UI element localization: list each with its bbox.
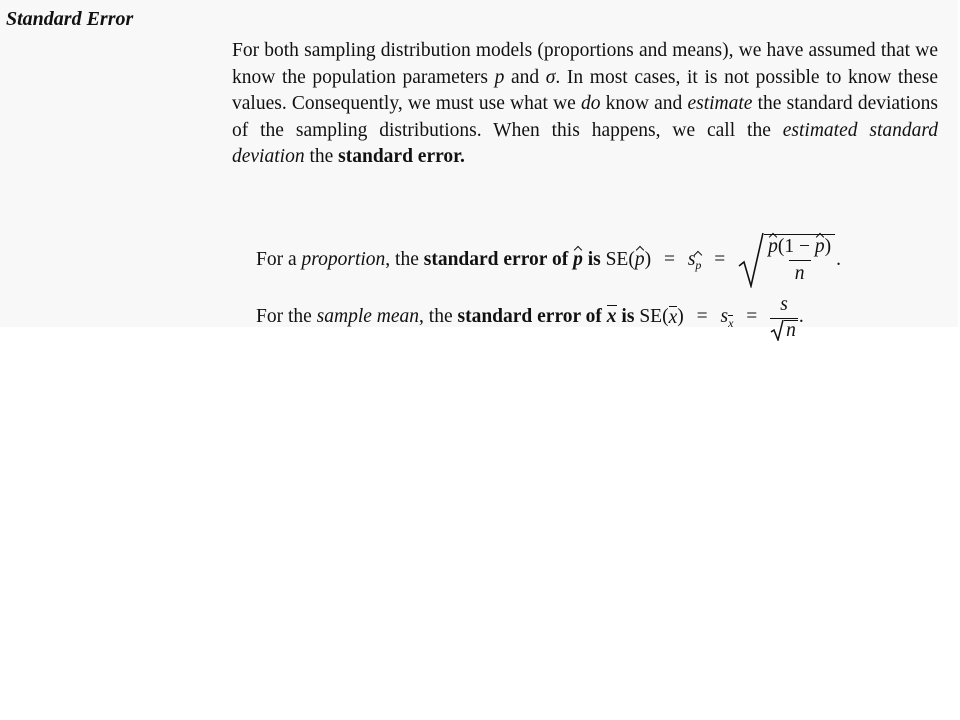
square-root [738,232,835,288]
formula-bold: standard error of [457,306,602,327]
formula-is: is [587,249,601,270]
body-paragraph [232,38,938,171]
p-hat: p [634,249,645,270]
period: . [460,146,465,167]
text-run: and [504,66,546,88]
emphasis-do: do [580,93,601,114]
radical-icon [738,232,764,288]
formula-lead: For the [256,306,317,327]
se-open: SE( [639,306,669,327]
symbol-p: p [494,66,505,88]
numerator [764,235,835,260]
formula-is: is [621,306,635,327]
radical-icon [770,319,784,341]
symbol-sigma: σ [545,66,556,88]
numerator-close: ) [824,236,832,257]
p-hat: p [814,236,825,257]
equals-sign: = [663,249,675,270]
text-run: For both sampling distribution models (proportions and means), we have assumed that we know the population parameters [232,40,938,88]
formula-comma: , the [419,306,458,327]
square-root [770,318,798,341]
formula-mean [256,293,804,341]
formula-bold: standard error of [423,249,569,270]
x-bar-var: x [606,306,617,327]
se-close: ) [644,249,652,270]
s-symbol: s [687,249,696,270]
formula-comma: , the [385,249,424,270]
fraction [770,293,798,341]
denominator: n [789,260,811,286]
period: . [798,306,804,327]
text-run: the [304,146,339,167]
s-subscript: x [728,316,734,330]
numerator-open: (1 − [777,236,815,257]
text-run: know and [600,93,688,114]
equals-sign: = [746,306,758,327]
text-run: . In most cases, it is not possible to know these values. Consequently, we must use what we [232,66,938,114]
text-run: the standard deviations of the sampling distributions. When this happens, we call the [232,93,938,141]
emphasis-esd: estimated standard deviation [232,119,938,167]
equals-sign: = [696,306,708,327]
p-hat: p [768,236,778,257]
se-close: ) [677,306,684,327]
se-open: SE( [605,249,635,270]
numerator: s [780,294,788,315]
radicand: n [786,320,796,341]
formula-lead: For a [256,249,302,270]
section-heading: Standard Error [6,8,134,30]
emphasis-estimate: estimate [687,93,753,114]
formula-term: sample mean [316,306,420,327]
s-symbol: s [720,306,729,327]
term-standard-error: standard error [338,146,461,167]
p-hat-var: p [573,249,583,270]
formula-proportion [256,232,841,288]
equals-sign: = [714,249,726,270]
formula-term: proportion [301,249,386,270]
x-bar: x [668,307,678,329]
fraction [764,234,835,288]
period: . [836,249,842,270]
s-subscript: p [695,253,701,277]
